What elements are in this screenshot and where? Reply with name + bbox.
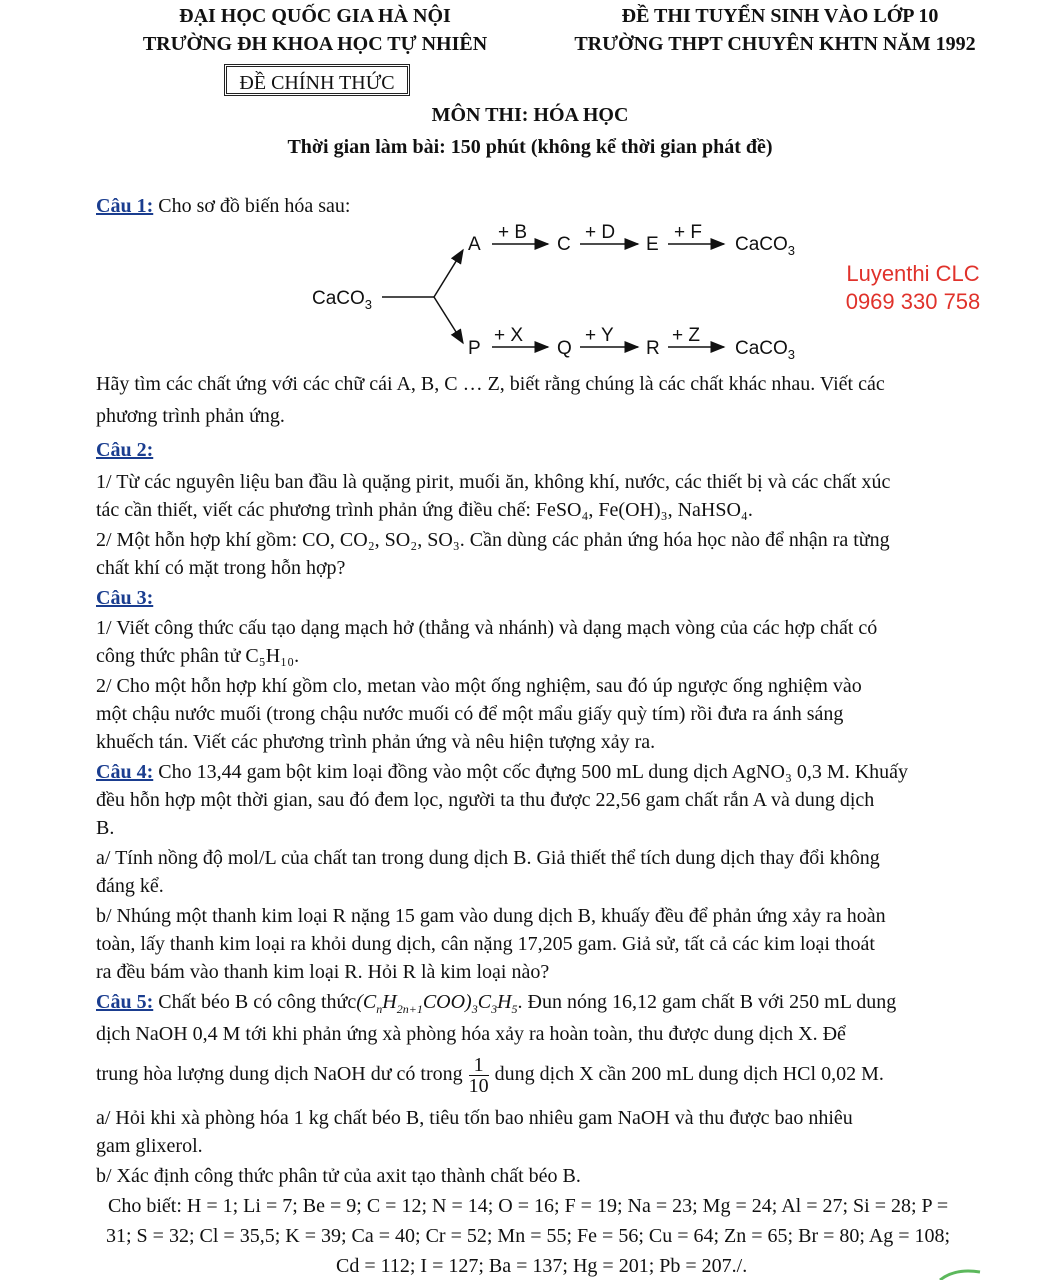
subject-title: MÔN THI: HÓA HỌC: [431, 104, 629, 126]
compound-c: C: [557, 234, 571, 255]
question-3-part-2: 2/ Cho một hỗn hợp khí gồm clo, metan vào một ống nghiệm, sau đó úp ngược ống nghiệm vào: [96, 675, 862, 697]
compound-q: Q: [557, 338, 572, 359]
watermark-phone: 0969 330 758: [845, 289, 981, 314]
reagent-x: + X: [494, 325, 524, 346]
question-4-part-b-end: ra đều bám vào thanh kim loại R. Hỏi R là kim loại nào?: [96, 961, 550, 983]
question-2-label: Câu 2:: [96, 439, 154, 461]
exam-duration: Thời gian làm bài: 150 phút (không kể thời gian phát đề): [287, 136, 773, 158]
question-5-neutralization: trung hòa lượng dung dịch NaOH dư có trong $\frac{1}{10}$ dung dịch X cần 200 mL dung dịch HCl 0,02 M.: [96, 1053, 884, 1097]
question-5-intro-cont: dịch NaOH 0,4 M tới khi phản ứng xà phòng hóa xảy ra hoàn toàn, thu được dung dịch X. Để: [96, 1023, 846, 1045]
fat-formula: $(C_nH_{2n+1}COO)_3C_3H_5$: [356, 991, 518, 1016]
question-5-intro: Câu 5: Chất béo B có công $thức(C_nH_{2n+1}COO)_3C_3H_5$. Đun nóng 16,12 gam chất B với 250 mL dung: [96, 991, 897, 1016]
question-4-part-a: a/ Tính nồng độ mol/L của chất tan trong dung dịch B. Giả thiết thể tích dung dịch thay đổi không: [96, 847, 880, 869]
question-5-part-a-cont: gam glixerol.: [96, 1135, 203, 1157]
atomic-masses-line-3: Cd = 112; I = 127; Ba = 137; Hg = 201; Pb = 207./.: [336, 1255, 748, 1277]
question-4-intro-cont: đều hỗn hợp một thời gian, sau đó đem lọc, người ta thu được 22,56 gam chất rắn A và dung dịch: [96, 789, 875, 811]
reagent-y: + Y: [585, 325, 614, 346]
question-2-part-1-cont: tác cần thiết, viết các phương trình phản ứng điều chế: FeSO₄, Fe(OH)₃, NaHSO₄.: [96, 499, 753, 521]
question-1-task-cont: phương trình phản ứng.: [96, 405, 285, 427]
compound-a: A: [468, 234, 481, 255]
logo-fragment-icon: [880, 1264, 1030, 1280]
compound-e: E: [646, 234, 659, 255]
compound-caco3-top: CaCO$_3$: [735, 234, 796, 258]
question-4-intro: Câu 4: Cho 13,44 gam bột kim loại đồng vào một cốc đựng 500 mL dung dịch AgNO₃ 0,3 M. Khuấy: [96, 761, 909, 783]
reagent-f: + F: [674, 222, 702, 243]
reagent-z: + Z: [672, 325, 700, 346]
question-2-part-2-cont: chất khí có mặt trong hỗn hợp?: [96, 557, 346, 579]
question-2-part-1: 1/ Từ các nguyên liệu ban đầu là quặng pirit, muối ăn, không khí, nước, các thiết bị và các chất xúc: [96, 471, 891, 493]
question-4-part-b: b/ Nhúng một thanh kim loại R nặng 15 gam vào dung dịch B, khuấy đều để phản ứng xảy ra hoàn: [96, 905, 886, 927]
question-2-part-2: 2/ Một hỗn hợp khí gồm: CO, CO₂, SO₂, SO₃. Cần dùng các phản ứng hóa học nào để nhận ra từng: [96, 529, 890, 551]
question-1-intro: Câu 1: Cho sơ đồ biến hóa sau:: [96, 195, 351, 217]
question-3-part-2-end: khuếch tán. Viết các phương trình phản ứng và nêu hiện tượng xảy ra.: [96, 731, 656, 753]
question-5-part-a: a/ Hỏi khi xà phòng hóa 1 kg chất béo B, tiêu tốn bao nhiêu gam NaOH và thu được bao nhiêu: [96, 1107, 853, 1129]
compound-p: P: [468, 338, 481, 359]
question-5-part-b: b/ Xác định công thức phân tử của axit tạo thành chất béo B.: [96, 1165, 581, 1187]
branch-arrow-up: [434, 250, 463, 297]
question-3-label: Câu 3:: [96, 587, 154, 609]
watermark-brand: Luyenthi CLC: [846, 261, 980, 286]
university-name: ĐẠI HỌC QUỐC GIA HÀ NỘI: [179, 5, 451, 27]
question-4-part-b-cont: toàn, lấy thanh kim loại ra khỏi dung dịch, cân nặng 17,205 gam. Giả sử, tất cả các kim loại thoát: [96, 933, 875, 955]
exam-school: TRƯỜNG THPT CHUYÊN KHTN NĂM 1992: [574, 33, 976, 55]
question-5-label: Câu 5:: [96, 991, 154, 1013]
question-1-task: Hãy tìm các chất ứng với các chữ cái A, B, C … Z, biết rằng chúng là các chất khác nhau. Viết các: [96, 373, 885, 395]
start-compound: CaCO$_3$: [312, 288, 373, 312]
atomic-masses-line-1: Cho biết: H = 1; Li = 7; Be = 9; C = 12; N = 14; O = 16; F = 19; Na = 23; Mg = 24; Al = 27; Si = 28; P =: [108, 1195, 949, 1217]
question-4-label: Câu 4:: [96, 761, 154, 783]
compound-r: R: [646, 338, 660, 359]
question-1-label: Câu 1:: [96, 195, 154, 217]
question-4-intro-end: B.: [96, 817, 115, 839]
question-3-part-2-cont: một chậu nước muối (trong chậu nước muối có để một mẩu giấy quỳ tím) rồi đưa ra ánh sáng: [96, 703, 844, 725]
faculty-name: TRƯỜNG ĐH KHOA HỌC TỰ NHIÊN: [142, 33, 488, 55]
reagent-d: + D: [585, 222, 616, 243]
question-3-part-1-cont: công thức phân tử C₅H₁₀.: [96, 645, 300, 667]
question-4-part-a-cont: đáng kể.: [96, 875, 164, 897]
official-exam-badge: ĐỀ CHÍNH THỨC: [224, 64, 410, 96]
fraction-one-tenth: $\frac{1}{10}$: [468, 1053, 489, 1097]
atomic-masses-line-2: 31; S = 32; Cl = 35,5; K = 39; Ca = 40; Cr = 52; Mn = 55; Fe = 56; Cu = 64; Zn = 65; Br = 80; Ag = 108;: [106, 1225, 951, 1247]
exam-title: ĐỀ THI TUYỂN SINH VÀO LỚP 10: [621, 5, 939, 27]
branch-arrow-down: [434, 297, 463, 343]
question-3-part-1: 1/ Viết công thức cấu tạo dạng mạch hở (thẳng và nhánh) và dạng mạch vòng của các hợp chất có: [96, 617, 878, 639]
compound-caco3-bottom: CaCO$_3$: [735, 338, 796, 362]
reagent-b: + B: [498, 222, 528, 243]
